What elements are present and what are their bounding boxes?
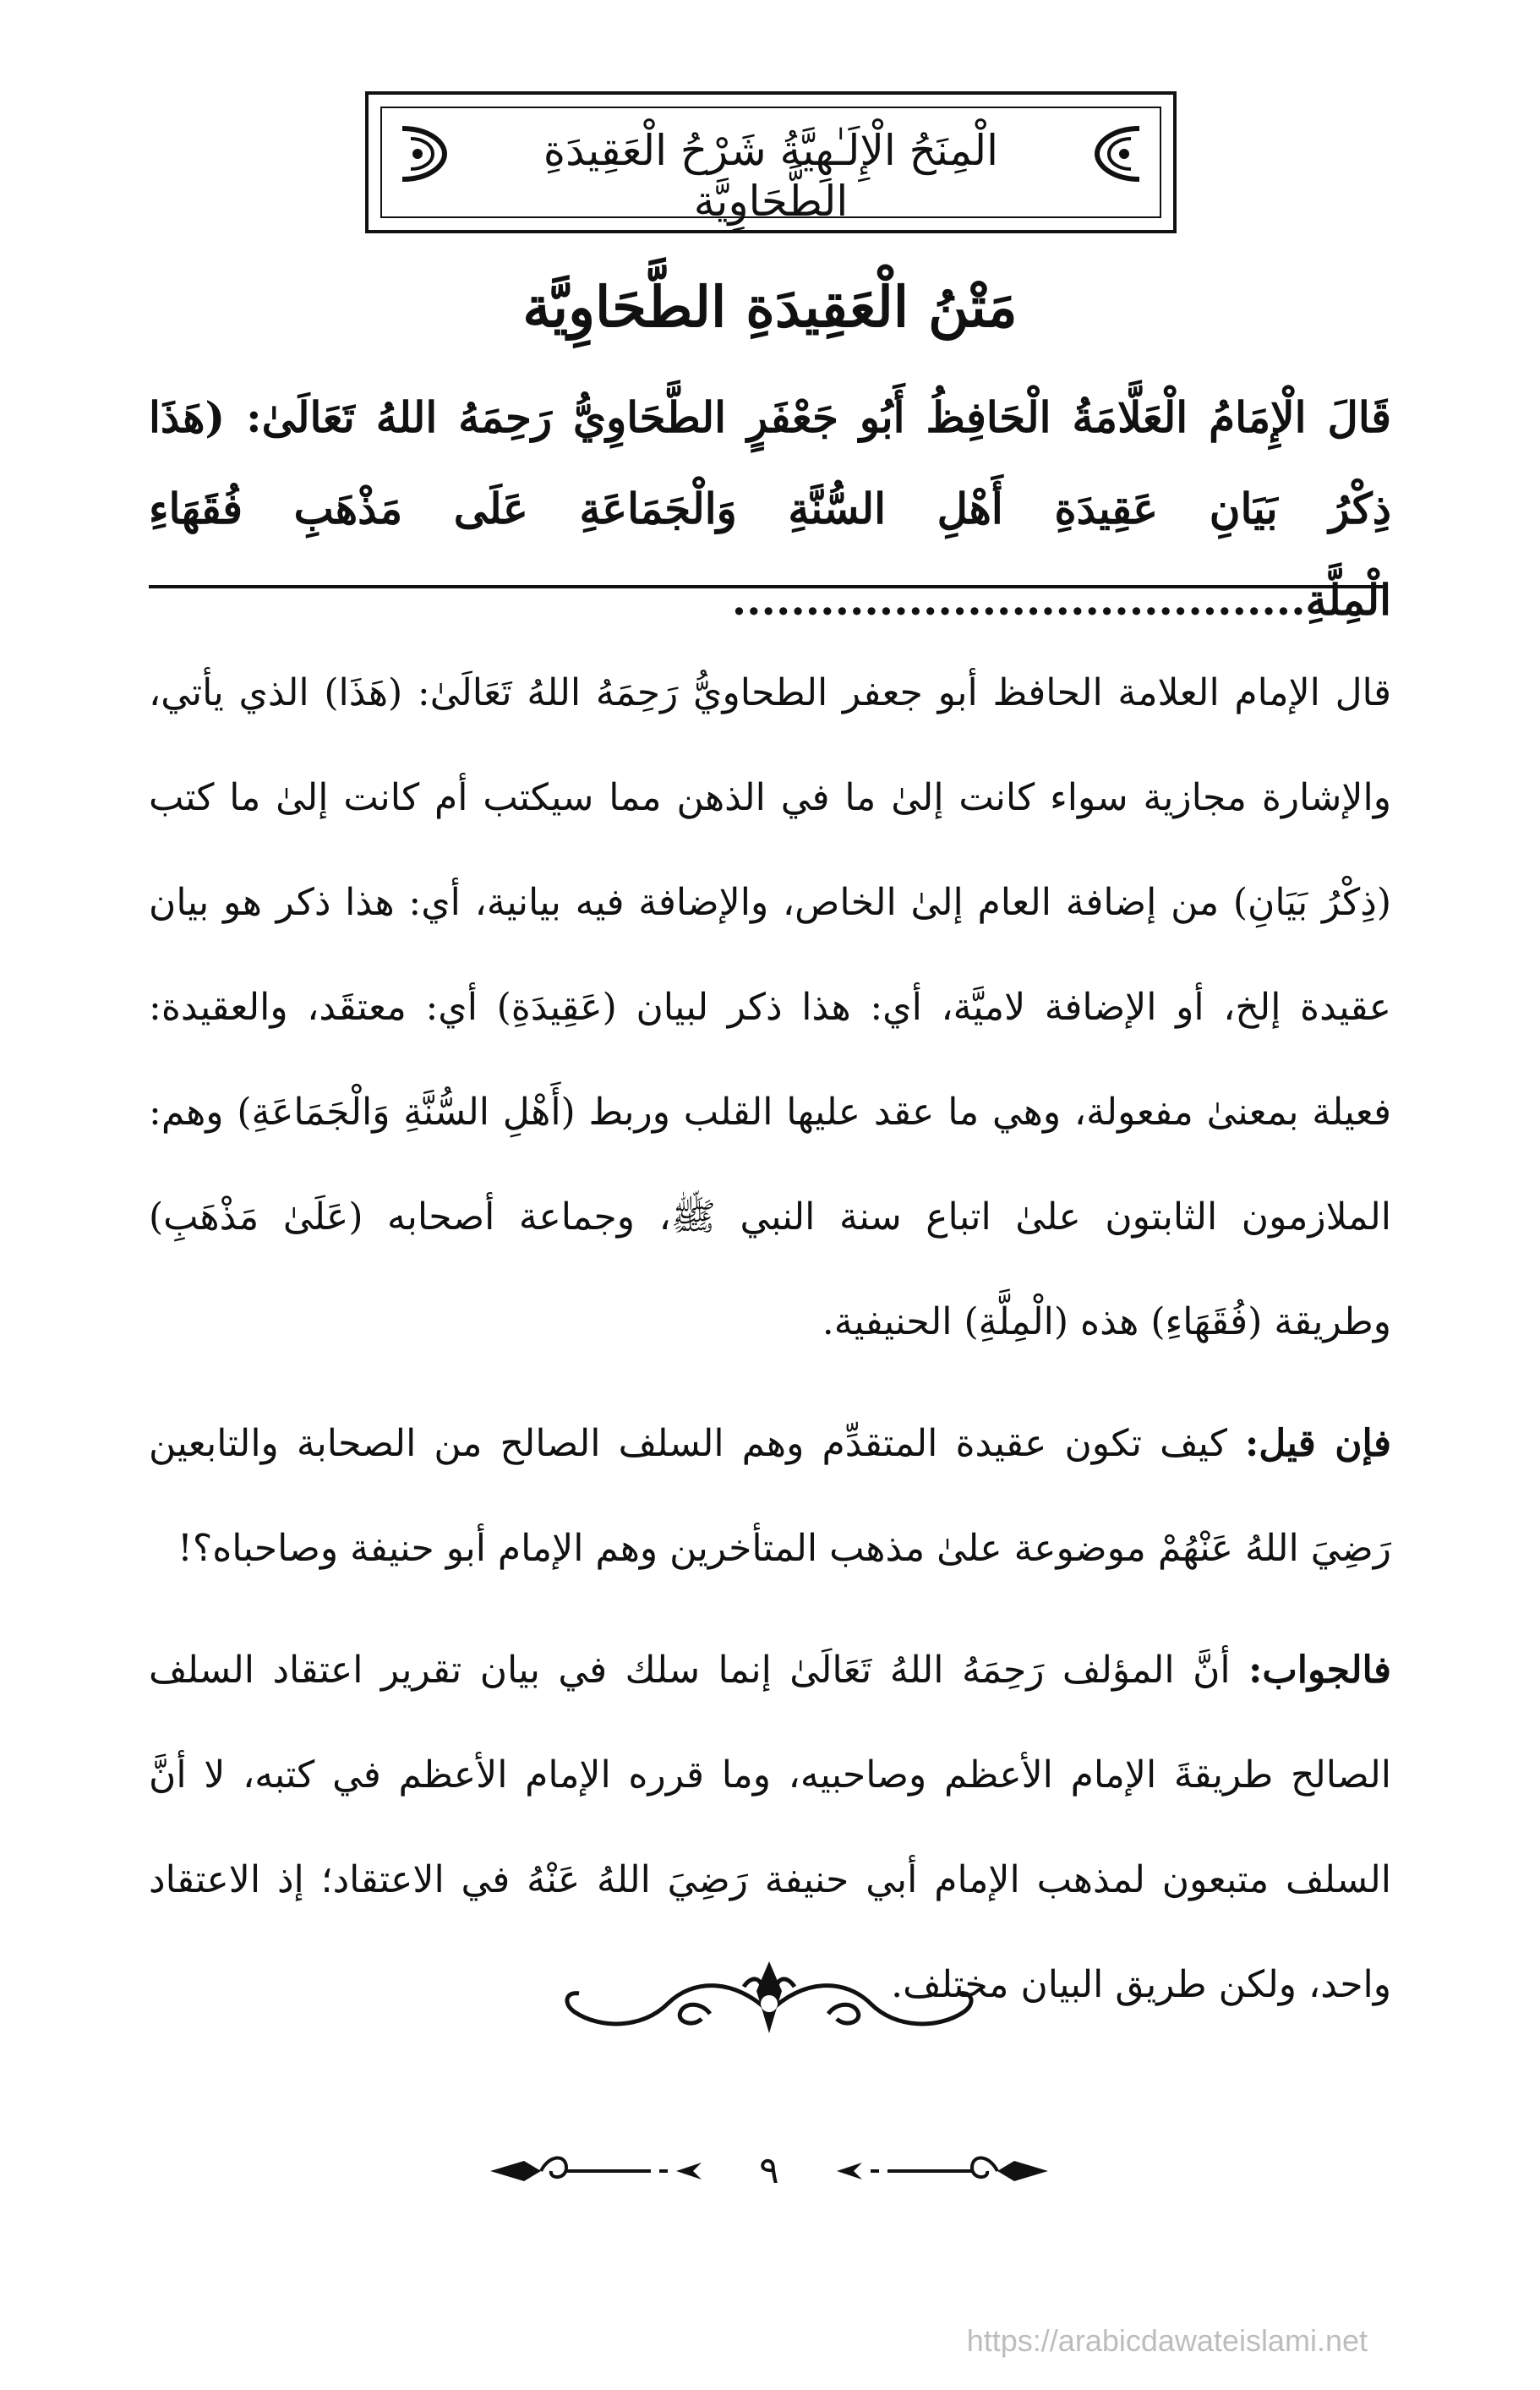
header-frame <box>365 91 1177 233</box>
running-header-title: الْمِنَحُ الْإِلَـٰهِيَّةُ شَرْحُ الْعَقِيدَةِ الطَّحَاوِيَّة <box>543 126 999 226</box>
page-number-ornament-right-icon <box>828 2146 1048 2196</box>
watermark-url: https://arabicdawateislami.net <box>966 2323 1368 2358</box>
header-ornament-left-icon <box>389 120 461 188</box>
commentary-paragraph-1: قال الإمام العلامة الحافظ أبو جعفر الطحاويُّ رَحِمَهُ اللهُ تَعَالَىٰ: (هَذَا) الذي يأتي، والإشارة مجازية سواء كانت إلىٰ ما في الذهن مما سيكتب أم كانت إلىٰ ما كتب (ذِكْرُ بَيَانِ) من إضافة العام إلىٰ الخاص، والإضافة فيه بيانية، أي: هذا ذكر هو بيان عقيدة إلخ، أو الإضافة لاميَّة، أي: هذا ذكر لبيان (عَقِيدَةِ) أي: معتقَد، والعقيدة: فعيلة بمعنىٰ مفعولة، وهي ما عقد عليها القلب وربط (أَهْلِ السُّنَّةِ وَالْجَمَاعَةِ) وهم: الملازمون الثابتون علىٰ اتباع سنة النبي ﷺ، وجماعة أصحابه (عَلَىٰ مَذْهَبِ) وطريقة (فُقَهَاءِ) هذه (الْمِلَّةِ) الحنيفية. <box>149 671 1391 1343</box>
page-number: ٩ <box>759 2149 779 2192</box>
divider-line <box>149 585 1383 588</box>
commentary-paragraph-2 <box>149 1392 1391 1601</box>
header-ornament-right-icon <box>1080 120 1153 188</box>
matn-text: قَالَ الْإِمَامُ الْعَلَّامَةُ الْحَافِظُ أَبُو جَعْفَرٍ الطَّحَاوِيُّ رَحِمَهُ اللهُ تَعَالَىٰ: (هَذَا ذِكْرُ بَيَانِ عَقِيدَةِ أَهْلِ السُّنَّةِ وَالْجَمَاعَةِ عَلَى مَذْهَبِ فُقَهَاءِ الْمِلَّةِ....................................... <box>149 392 1391 625</box>
bottom-flourish-icon <box>541 1953 997 2046</box>
section-title: مَتْنُ الْعَقِيدَةِ الطَّحَاوِيَّة <box>522 274 1018 340</box>
question-text: كيف تكون عقيدة المتقدِّم وهم السلف الصالح من الصحابة والتابعين رَضِيَ اللهُ عَنْهُمْ موضوعة علىٰ مذهب المتأخرين وهم الإمام أبو حنيفة وصاحباه؟! <box>149 1422 1391 1570</box>
answer-text: أنَّ المؤلف رَحِمَهُ اللهُ تَعَالَىٰ إنما سلك في بيان تقرير اعتقاد السلف الصالح طريقةَ الإمام الأعظم وصاحبيه، وما قرره الإمام الأعظم في كتبه، لا أنَّ السلف متبعون لمذهب الإمام أبي حنيفة رَضِيَ اللهُ عَنْهُ في الاعتقاد؛ إذ الاعتقاد واحد، ولكن طريق البيان مختلف. <box>149 1649 1391 2006</box>
answer-lead: فالجواب: <box>1248 1649 1391 1692</box>
question-lead: فإن قيل: <box>1244 1422 1391 1465</box>
page-number-row <box>490 2146 1048 2196</box>
commentary-body <box>149 641 1391 2054</box>
page-number-ornament-left-icon <box>490 2146 710 2196</box>
